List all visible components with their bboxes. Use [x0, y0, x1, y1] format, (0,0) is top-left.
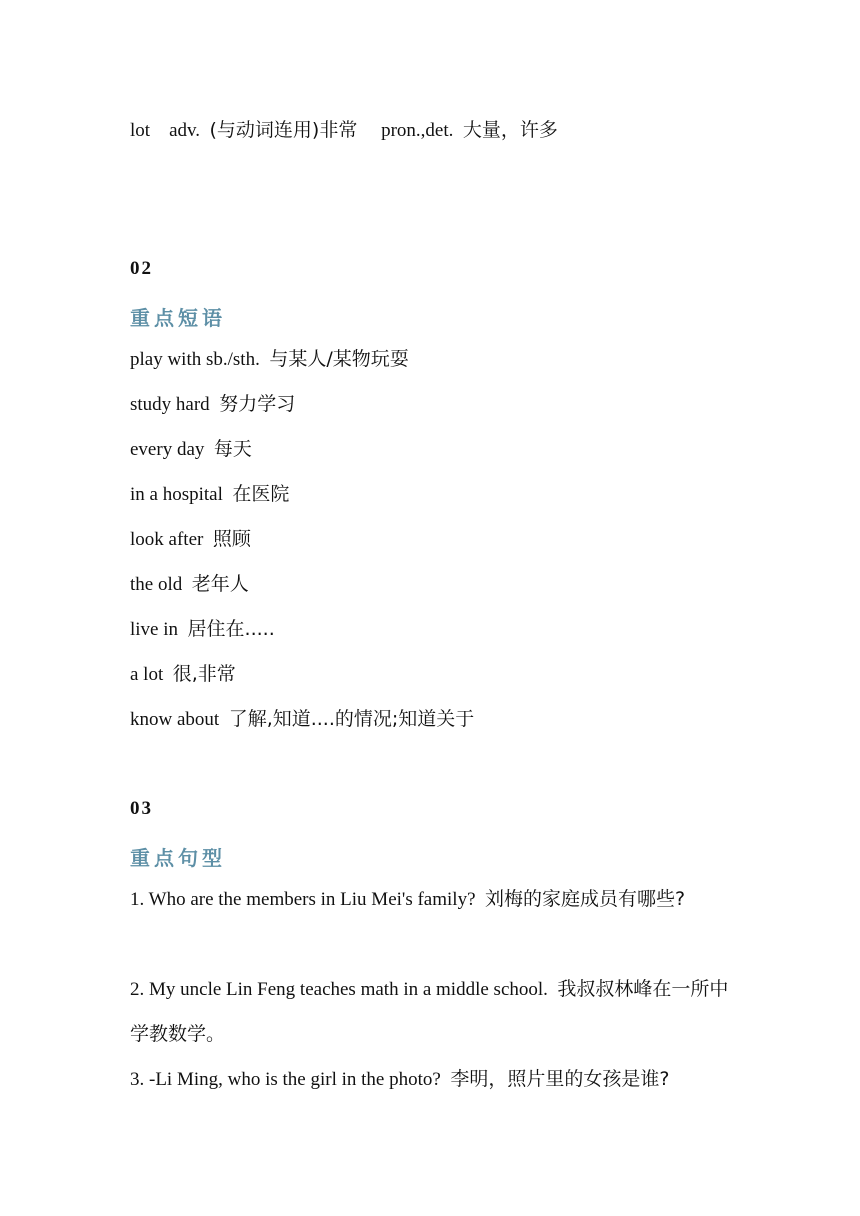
phrase-item [130, 427, 740, 472]
vocab-meaning-1: (与动词连用)非常 [209, 119, 358, 141]
sentence-item [130, 1057, 735, 1102]
section-number-03: 03 [130, 798, 153, 819]
phrase-item [130, 652, 740, 697]
vocab-meaning-2: 大量，许多 [462, 119, 558, 141]
phrase-zh: 在医院 [232, 483, 290, 505]
vocab-pos-1: adv. [169, 120, 201, 141]
vocab-word: lot [130, 120, 151, 141]
vocab-pos-2: pron.,det. [381, 120, 454, 141]
phrase-en: in a hospital [130, 484, 223, 505]
phrase-zh: 老年人 [191, 573, 249, 595]
phrase-en: play with sb./sth. [130, 349, 260, 370]
phrase-item [130, 562, 740, 607]
phrase-zh: 努力学习 [219, 393, 296, 415]
phrase-zh: 很,非常 [172, 663, 236, 685]
phrase-en: a lot [130, 664, 164, 685]
phrase-item [130, 382, 740, 427]
phrase-item [130, 337, 740, 382]
vocab-entry-lot [130, 108, 740, 153]
phrase-en: know about [130, 709, 220, 730]
sentence-en: 3. -Li Ming, who is the girl in the photo? [130, 1069, 441, 1090]
phrase-en: the old [130, 574, 183, 595]
phrase-item [130, 697, 740, 742]
sentence-en: 2. My uncle Lin Feng teaches math in a middle school. [130, 979, 548, 1000]
phrase-en: every day [130, 439, 205, 460]
phrase-zh: 居住在..... [187, 618, 275, 640]
phrase-item [130, 517, 740, 562]
phrase-en: look after [130, 529, 204, 550]
sentence-zh: 李明，照片里的女孩是谁? [450, 1068, 670, 1090]
sentence-item [130, 877, 735, 922]
section-title-key-sentences: 重点句型 [130, 846, 226, 870]
phrase-en: study hard [130, 394, 210, 415]
phrase-zh: 了解,知道....的情况;知道关于 [228, 708, 475, 730]
phrase-item [130, 607, 740, 652]
section-number-02: 02 [130, 258, 153, 279]
phrase-zh: 每天 [213, 438, 252, 460]
sentence-item [130, 967, 735, 1057]
sentence-zh: 刘梅的家庭成员有哪些? [485, 888, 686, 910]
phrase-zh: 与某人/某物玩耍 [269, 348, 409, 370]
section-title-key-phrases: 重点短语 [130, 306, 226, 330]
sentence-zh: 我叔叔林峰在一所中学教数学。 [130, 978, 729, 1045]
phrase-item [130, 472, 740, 517]
phrase-zh: 照顾 [212, 528, 251, 550]
sentence-en: 1. Who are the members in Liu Mei's family? [130, 889, 476, 910]
phrase-en: live in [130, 619, 179, 640]
